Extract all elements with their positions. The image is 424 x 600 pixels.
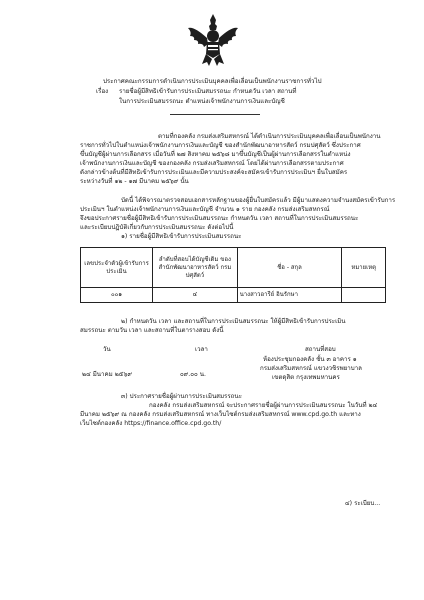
section2-line: สมรรถนะ ตามวัน เวลา และสถานที่ในตารางสอบ ดังนี้ <box>80 327 224 334</box>
garuda-emblem-icon <box>186 12 240 68</box>
table-header-id: เลขประจำตัวผู้เข้ารับการประเมิน <box>81 248 153 288</box>
schedule-col-date: วัน <box>103 346 111 353</box>
schedule-place-line: กรมส่งเสริมสหกรณ์ แขวงวชิรพยาบาล <box>260 365 362 372</box>
para2-line: จึงขอประกาศรายชื่อผู้มีสิทธิเข้ารับการประเมินสมรรถนะ กำหนดวัน เวลา สถานที่ในการประเมินสมรรถนะ <box>80 215 359 222</box>
table-header-remark: หมายเหตุ <box>342 248 386 288</box>
para1-line: ขึ้นบัญชีผู้ผ่านการเลือกสรร เมื่อวันที่ ๒๗ สิงหาคม ๒๕๖๘ มาขึ้นบัญชีเป็นผู้ผ่านการเลือกสรรในตำแหน่ง <box>80 151 351 158</box>
table-header-rank: ลำดับที่สอบได้บัญชีเดิม ของสำนักพัฒนาอาหารสัตว์ กรมปศุสัตว์ <box>153 248 238 288</box>
section3-line: ๓) ประกาศรายชื่อผู้ผ่านการประเมินสมรรถนะ <box>121 393 242 400</box>
section3-line: มีนาคม ๒๕๖๙ ณ กองคลัง กรมส่งเสริมสหกรณ์ ทางเว็บไซต์กรมส่งเสริมสหกรณ์ www.cpd.go.th และทาง <box>80 411 361 418</box>
candidate-table <box>80 247 386 303</box>
section3-line: กองคลัง กรมส่งเสริมสหกรณ์ จะประกาศรายชื่อผู้ผ่านการประเมินสมรรถนะ ในวันที่ ๒๔ <box>149 402 378 409</box>
para1-line: ระหว่างวันที่ ๑๒ - ๑๗ มีนาคม ๒๕๖๙ นั้น <box>80 178 189 185</box>
header-divider <box>170 114 260 115</box>
para2-line: และระเบียบปฏิบัติเกี่ยวกับการประเมินสมรรถนะ ดังต่อไปนี้ <box>80 224 234 231</box>
para1-line: เจ้าพนักงานการเงินและบัญชี ของกองคลัง กรมส่งเสริมสหกรณ์ โดยได้ผ่านการเลือกสรรตามประกาศ <box>80 160 344 167</box>
subject-label: เรื่อง <box>96 88 109 95</box>
schedule-date: ๒๔ มีนาคม ๒๕๖๙ <box>82 371 132 378</box>
cell-name: นางสาวอารีย์ อินรักษา <box>237 288 342 303</box>
table-row <box>81 288 386 303</box>
para2-line: ประเมินฯ ในตำแหน่งเจ้าพนักงานการเงินและบัญชี จำนวน ๑ ราย กองคลัง กรมส่งเสริมสหกรณ์ <box>80 206 330 213</box>
schedule-place-line: ห้องประชุมกองคลัง ชั้น ๓ อาคาร ๑ <box>263 356 357 363</box>
cell-id: ๐๐๑ <box>81 288 153 303</box>
cell-remark <box>342 288 386 303</box>
schedule-place-line: เขตดุสิต กรุงเทพมหานคร <box>272 374 340 381</box>
cell-rank: ๔ <box>153 288 238 303</box>
para1-line: ราชการทั่วไปในตำแหน่งเจ้าพนักงานการเงินและบัญชี ของสำนักพัฒนาอาหารสัตว์ กรมปศุสัตว์ ซึ่งประกาศ <box>80 142 361 149</box>
continuation-note: ๔) ระเบียบ... <box>345 500 381 507</box>
schedule-col-time: เวลา <box>195 346 208 353</box>
schedule-col-place: สถานที่สอบ <box>305 346 336 353</box>
schedule-time: ๐๙.๐๐ น. <box>180 371 206 378</box>
subject-line-1: รายชื่อผู้มีสิทธิเข้ารับการประเมินสมรรถนะ กำหนดวัน เวลา สถานที่ <box>119 88 297 95</box>
para2-line: บัดนี้ ได้พิจารณาตรวจสอบเอกสารหลักฐานของผู้ยื่นใบสมัครแล้ว มีผู้มาแสดงความจำนงสมัครเข้ารับการ <box>121 197 396 204</box>
subject-line-2: ในการประเมินสมรรถนะ ตำแหน่งเจ้าพนักงานการเงินและบัญชี <box>119 98 285 105</box>
para1-line: ตามที่กองคลัง กรมส่งเสริมสหกรณ์ ได้ดำเนินการประเมินบุคคลเพื่อเลื่อนเป็นพนักงาน <box>158 133 381 140</box>
section1-label: ๑) รายชื่อผู้มีสิทธิเข้ารับการประเมินสมรรถนะ <box>121 233 242 240</box>
section3-line: เว็บไซต์กองคลัง https://finance.office.cpd.go.th/ <box>80 420 222 427</box>
section2-line: ๒) กำหนดวัน เวลา และสถานที่ในการประเมินสมรรถนะ ให้ผู้มีสิทธิเข้ารับการประเมิน <box>121 318 346 325</box>
para1-line: ดังกล่าวข้างต้นที่มีสิทธิเข้ารับการประเมินและมีความประสงค์จะสมัครเข้ารับการประเมินฯ ยื่นใบสมัคร <box>80 169 348 176</box>
announcement-title: ประกาศคณะกรรมการดำเนินการประเมินบุคคลเพื่อเลื่อนเป็นพนักงานราชการทั่วไป <box>103 78 322 85</box>
table-header-name: ชื่อ - สกุล <box>237 248 342 288</box>
